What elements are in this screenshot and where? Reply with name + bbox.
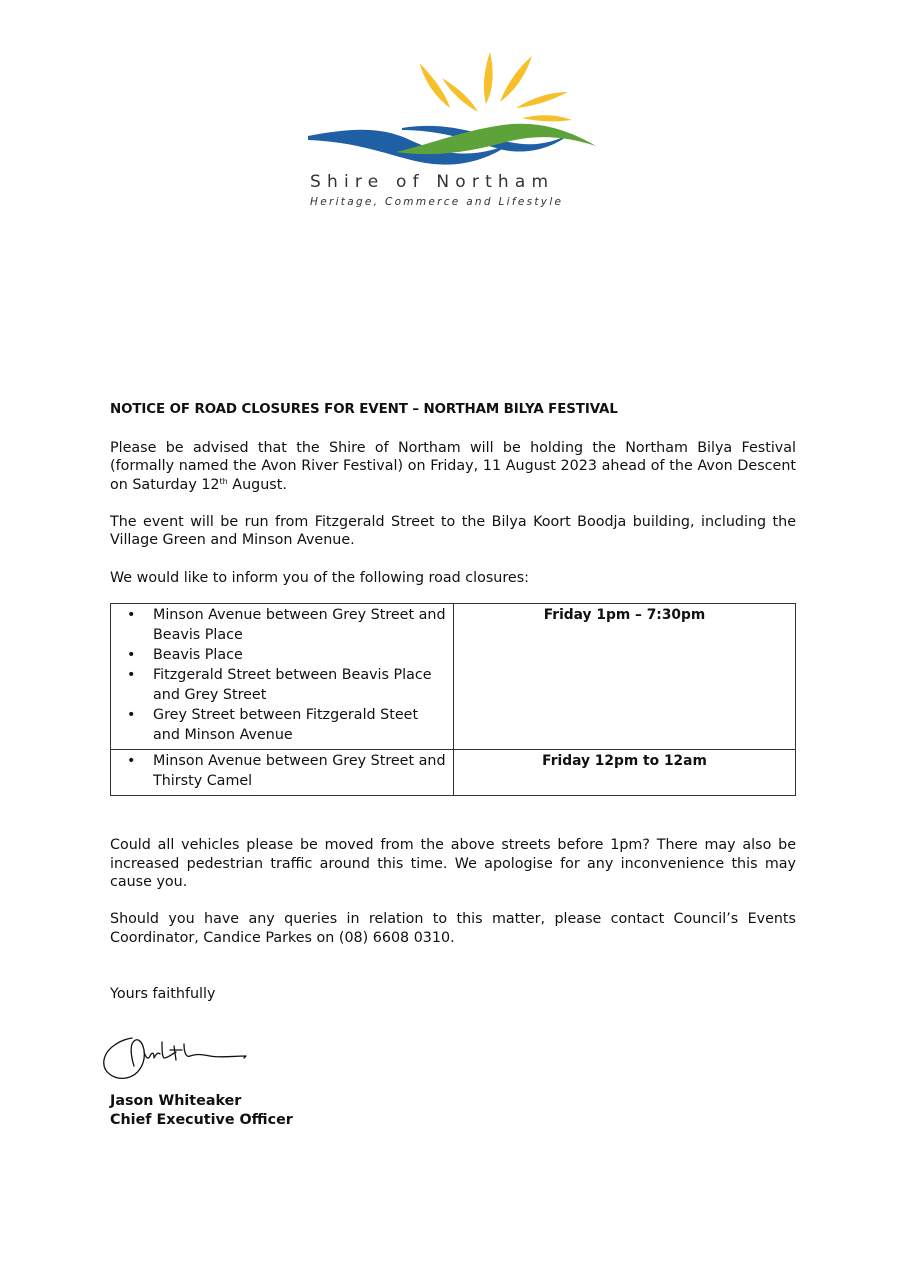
intro-text: Please be advised that the Shire of Northam will be holding the Northam Bilya Festival (formally named the Avon River Festival) on Friday, 11 August 2023 ahead of the Avon Descent on Saturday 12 <box>110 439 796 493</box>
signatory-title: Chief Executive Officer <box>110 1112 293 1128</box>
road-list <box>117 751 447 791</box>
list-item: • Minson Avenue between Grey Street and Thirsty Camel <box>153 751 447 791</box>
event-location-paragraph: The event will be run from Fitzgerald Street to the Bilya Koort Boodja building, including the Village Green and Minson Avenue. <box>110 513 796 549</box>
shire-logo <box>300 48 605 218</box>
list-item: • Beavis Place <box>153 645 447 665</box>
signatory-block <box>110 1092 293 1130</box>
logo-name: Shire of Northam <box>310 172 555 192</box>
letter-body <box>110 401 796 1022</box>
signature-image <box>100 1030 260 1090</box>
notice-heading: NOTICE OF ROAD CLOSURES FOR EVENT – NORTHAM BILYA FESTIVAL <box>110 402 618 417</box>
table-row <box>111 750 796 796</box>
closures-intro-paragraph: We would like to inform you of the following road closures: <box>110 569 529 586</box>
vehicles-paragraph: Could all vehicles please be moved from the above streets before 1pm? There may also be increased pedestrian traffic around this time. We apologise for any inconvenience this may cause you. <box>110 837 796 891</box>
contact-paragraph: Should you have any queries in relation to this matter, please contact Council’s Events Coordinator, Candice Parkes on (08) 6608 0310. <box>110 911 796 947</box>
list-item: • Grey Street between Fitzgerald Steet and Minson Avenue <box>153 705 447 745</box>
signatory-name: Jason Whiteaker <box>110 1093 242 1109</box>
closure-time-cell: Friday 1pm – 7:30pm <box>454 604 796 750</box>
intro-paragraph <box>110 439 796 495</box>
sun-river-logo-icon <box>300 48 605 173</box>
list-item: • Fitzgerald Street between Beavis Place and Grey Street <box>153 665 447 705</box>
roads-cell <box>111 750 454 796</box>
closing-line: Yours faithfully <box>110 985 216 1002</box>
list-item: • Minson Avenue between Grey Street and Beavis Place <box>153 605 447 645</box>
ordinal-suffix: th <box>219 476 228 486</box>
road-closures-table <box>110 603 796 796</box>
closure-time-cell: Friday 12pm to 12am <box>454 750 796 796</box>
intro-text-end: August. <box>227 476 287 493</box>
road-list <box>117 605 447 745</box>
roads-cell <box>111 604 454 750</box>
logo-tagline: Heritage, Commerce and Lifestyle <box>310 196 564 208</box>
table-row <box>111 604 796 750</box>
